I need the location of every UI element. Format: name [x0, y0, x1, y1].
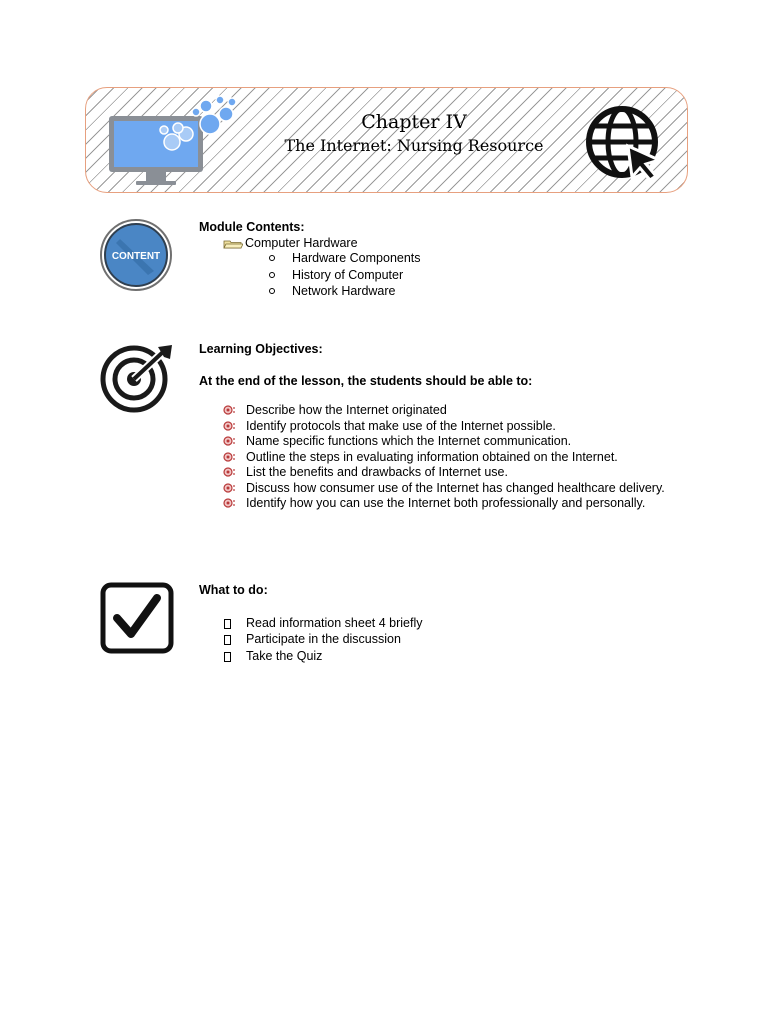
- bullet-icon: [223, 498, 237, 508]
- chapter-banner: [85, 87, 688, 193]
- list-item: Network Hardware: [199, 284, 669, 301]
- list-item: Identify protocols that make use of the Internet possible.: [199, 419, 669, 435]
- checkbox-icon: [224, 635, 231, 645]
- content-badge-icon: [98, 219, 174, 291]
- list-item: Discuss how consumer use of the Internet has changed healthcare delivery.: [199, 481, 669, 497]
- learning-objectives-heading: Learning Objectives:: [199, 342, 323, 356]
- learning-objectives-intro: At the end of the lesson, the students should be able to:: [199, 373, 533, 388]
- bullet-icon: [223, 452, 237, 462]
- list-item: Read information sheet 4 briefly: [199, 616, 669, 633]
- list-item: Describe how the Internet originated: [199, 403, 669, 419]
- bullet-icon: [223, 483, 237, 493]
- checkbox-icon: [224, 619, 231, 629]
- bullet-icon: [223, 421, 237, 431]
- content-badge-text: CONTENT: [111, 251, 161, 262]
- globe-cursor-icon: [584, 104, 664, 180]
- bullet-icon: [223, 436, 237, 446]
- module-contents-heading: Module Contents:: [199, 220, 305, 234]
- list-item: Take the Quiz: [199, 649, 669, 666]
- open-folder-icon: [223, 239, 243, 249]
- todo-list: [199, 616, 669, 666]
- chapter-subtitle: The Internet: Nursing Resource: [284, 136, 544, 155]
- list-item: Outline the steps in evaluating information obtained on the Internet.: [199, 450, 669, 466]
- list-item: Identify how you can use the Internet both professionally and personally.: [199, 496, 669, 512]
- list-item: List the benefits and drawbacks of Internet use.: [199, 465, 669, 481]
- module-item-label: Computer Hardware: [245, 235, 358, 250]
- bullet-icon: [223, 467, 237, 477]
- list-item: Hardware Components: [199, 251, 669, 268]
- checkbox-checked-icon: [99, 582, 175, 654]
- chapter-title-block: [264, 110, 564, 158]
- bullet-icon: [223, 405, 237, 415]
- learning-objectives-section: [199, 342, 669, 512]
- what-to-do-heading: What to do:: [199, 583, 268, 597]
- list-item: Name specific functions which the Internet communication.: [199, 434, 669, 450]
- chapter-title: Chapter IV: [361, 111, 467, 133]
- module-item: [223, 236, 669, 252]
- target-arrow-icon: [100, 343, 176, 413]
- list-item: History of Computer: [199, 268, 669, 285]
- list-item: Participate in the discussion: [199, 632, 669, 649]
- checkbox-icon: [224, 652, 231, 662]
- module-contents-section: [199, 220, 669, 301]
- module-subitems: [199, 251, 669, 301]
- computer-monitor-bubbles-icon: [106, 92, 246, 188]
- objectives-list: [199, 403, 669, 512]
- what-to-do-section: [199, 583, 669, 665]
